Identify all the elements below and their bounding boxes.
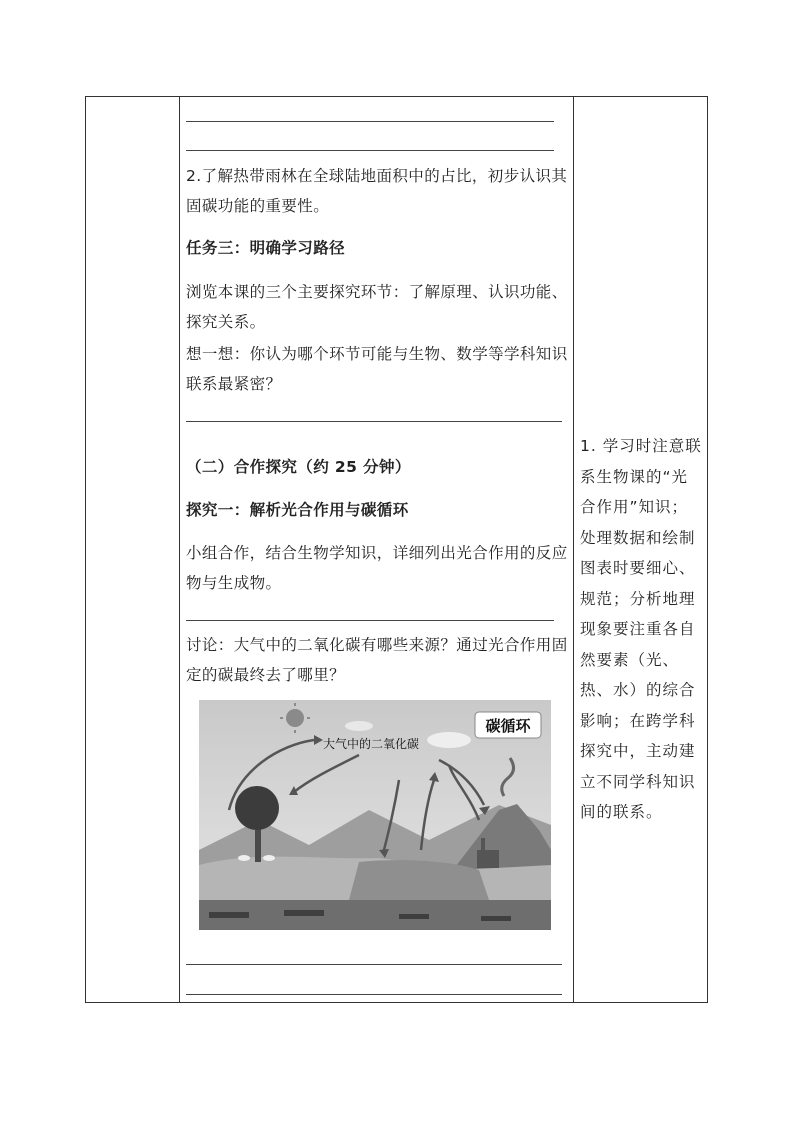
carbon-cycle-illustration [199,700,551,930]
figure-center-label: 大气中的二氧化碳 [322,737,420,751]
column-divider-right [573,97,574,1002]
answer-line [186,421,562,422]
objective-2: 2.了解热带雨林在全球陆地面积中的占比，初步认识其固碳功能的重要性。 [186,167,568,215]
explore1-text: 小组合作，结合生物学知识，详细列出光合作用的反应物与生成物。 [186,544,568,592]
answer-line [186,620,554,621]
discussion-prompt: 讨论：大气中的二氧化碳有哪些来源？通过光合作用固定的碳最终去了哪里？ [186,636,568,684]
explore1-heading: 探究一：解析光合作用与碳循环 [186,501,409,519]
task3-heading: 任务三：明确学习路径 [186,239,346,257]
column-divider-left [179,97,180,1002]
think-prompt: 想一想：你认为哪个环节可能与生物、数学等学科知识联系最紧密？ [186,345,568,393]
answer-line [186,964,562,965]
figure-badge: 碳循环 [485,717,531,735]
learning-tips: 1. 学习时注意联系生物课的“光合作用”知识；处理数据和绘制图表时要细心、规范；分析地理现象要注重各自然要素（光、热、水）的综合影响；在跨学科探究中，主动建立不同学科知识间的联系。 [580,437,702,821]
answer-line [186,994,562,995]
task3-text: 浏览本课的三个主要探究环节：了解原理、认识功能、探究关系。 [186,283,568,331]
answer-line [186,150,554,151]
section-cooperative-heading: （二）合作探究（约 25 分钟） [186,458,411,476]
answer-line [186,121,554,122]
